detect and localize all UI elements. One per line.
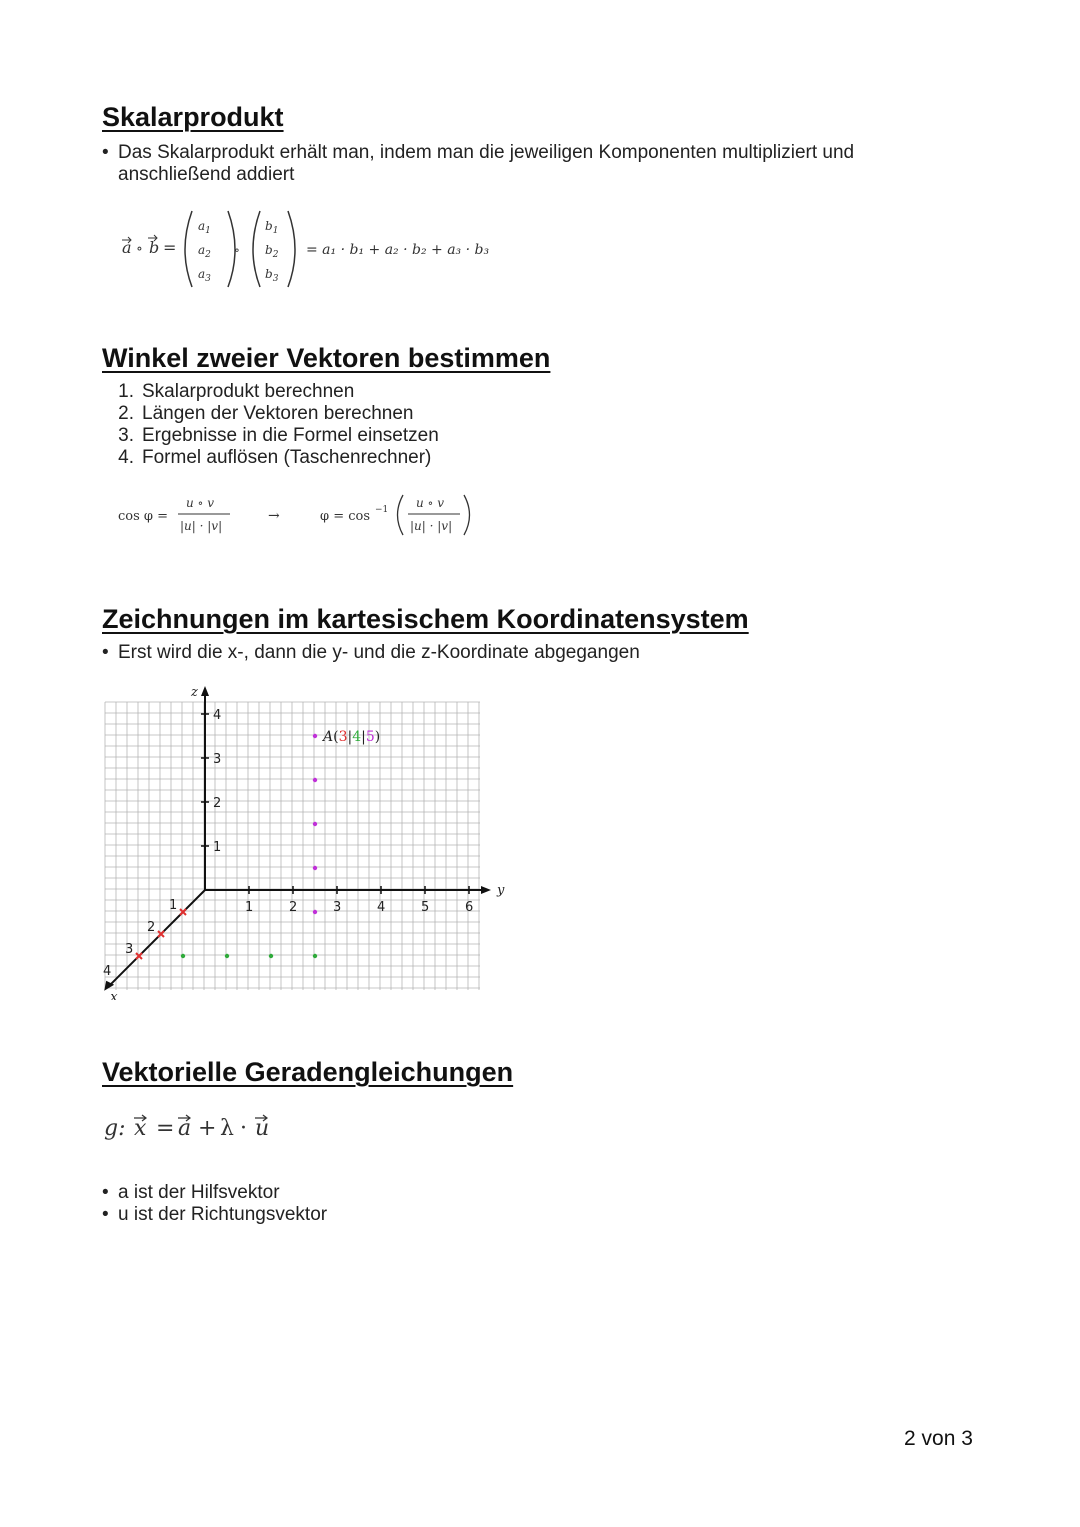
z-step-marker [313,866,317,870]
axis-ticks [103,708,473,979]
coord-bullet: • Erst wird die x-, dann die y- und die z-Koordinate abgegangen [102,642,922,664]
y-tick-label: 5 [421,900,430,915]
x-tick-label: 3 [125,942,134,957]
eq-u: u [255,1116,270,1141]
coordinate-system-diagram [95,680,525,1000]
path-points [136,734,317,959]
line-equation [100,1105,300,1145]
section-title-angle: Winkel zweier Vektoren bestimmen [102,343,551,373]
scalar-product-formula [110,205,530,295]
svg-text:a2: $a_2$ [198,243,211,260]
y-step-marker [225,954,229,958]
y-tick-label: 4 [377,900,386,915]
y-step-marker [181,954,185,958]
point-label-group [321,729,380,745]
grid-lines [105,702,480,990]
eq-lambda: λ [220,1116,234,1141]
svg-text:u ∘ v: u ∘ v [416,496,445,510]
angle-step: 4. Formel auflösen (Taschenrechner) [118,447,432,468]
lines-bullet-list [102,1182,702,1226]
y-step-marker [269,954,273,958]
phi-label: φ = cos [320,509,371,524]
x-tick-label: 4 [103,964,112,979]
angle-step: 3. Ergebnisse in die Formel einsetzen [118,425,439,446]
eq-equals: = [156,1116,175,1141]
y-tick-label: 6 [465,900,474,915]
scalar-bullet: • Das Skalarprodukt erhält man, indem man die jeweiligen Komponenten multipliziert und anschließend addiert [102,142,922,186]
cos-label: cos φ = [118,509,169,524]
z-step-marker [313,822,317,826]
formula-eq: = [163,238,177,257]
eq-a: a [178,1116,192,1141]
formula-rhs: = a₁ · b₁ + a₂ · b₂ + a₃ · b₃ [306,242,490,258]
x-step-marker [136,953,142,959]
svg-text:b3: $b_3$ [265,267,279,284]
svg-text:b2: $b_2$ [265,243,279,260]
formula-lhs-b: b [149,238,160,257]
z-axis-arrow [201,686,209,696]
angle-formula [110,485,490,545]
section-title-coord: Zeichnungen im kartesischem Koordinatensystem [102,604,749,634]
svg-text:|u| · |v|: |u| · |v| [410,519,453,533]
fraction-numerator: u ∘ v [186,496,215,510]
z-tick-label: 2 [213,796,222,811]
angle-step: 2. Längen der Vektoren berechnen [118,403,414,424]
angle-step: 1. Skalarprodukt berechnen [118,381,355,402]
x-step-marker [180,909,186,915]
y-tick-label: 2 [289,900,298,915]
inverse-exponent: −1 [375,505,389,515]
lines-bullet: • u ist der Richtungsvektor [102,1204,702,1226]
scalar-bullet-list [102,142,922,186]
fraction-denominator: |u| · |v| [180,519,223,533]
y-step-marker [313,954,317,958]
z-tick-label: 3 [213,752,222,767]
lines-bullet: • a ist der Hilfsvektor [102,1182,702,1204]
x-tick-label: 2 [147,920,156,935]
eq-x: x [134,1116,147,1141]
y-axis-label: y [497,883,505,898]
arrow-symbol: → [268,508,280,524]
x-axis [108,890,205,987]
y-tick-label: 3 [333,900,342,915]
section-title-lines: Vektorielle Geradengleichungen [102,1057,514,1087]
x-tick-label: 1 [169,898,178,913]
y-axis-arrow [481,886,491,894]
angle-steps-list [102,381,439,469]
formula-op-1: ∘ [136,241,143,257]
z-step-marker [313,734,317,738]
z-axis-label: z [191,685,198,700]
eq-plus: + [198,1116,217,1141]
coord-bullet-list [102,642,922,664]
page-number: 2 von 3 [904,1427,973,1450]
formula-lhs-a: a [122,238,132,257]
formula-op-2: ∘ [234,243,240,257]
x-axis-label: x [110,989,118,1000]
svg-text:b1: $b_1$ [265,219,279,236]
x-step-marker [158,931,164,937]
z-step-marker [313,910,317,914]
z-tick-label: 1 [213,840,222,855]
axes [104,685,505,1000]
eq-g: g: [104,1116,126,1141]
point-a-label: A(3|4|5) [323,729,381,745]
section-title-scalar: Skalarprodukt [102,102,284,132]
z-tick-label: 4 [213,708,222,723]
z-step-marker [313,778,317,782]
svg-text:a3: $a_3$ [198,267,211,284]
eq-dot: · [240,1116,247,1141]
svg-text:a1: $a_1$ [198,219,211,236]
y-tick-label: 1 [245,900,254,915]
